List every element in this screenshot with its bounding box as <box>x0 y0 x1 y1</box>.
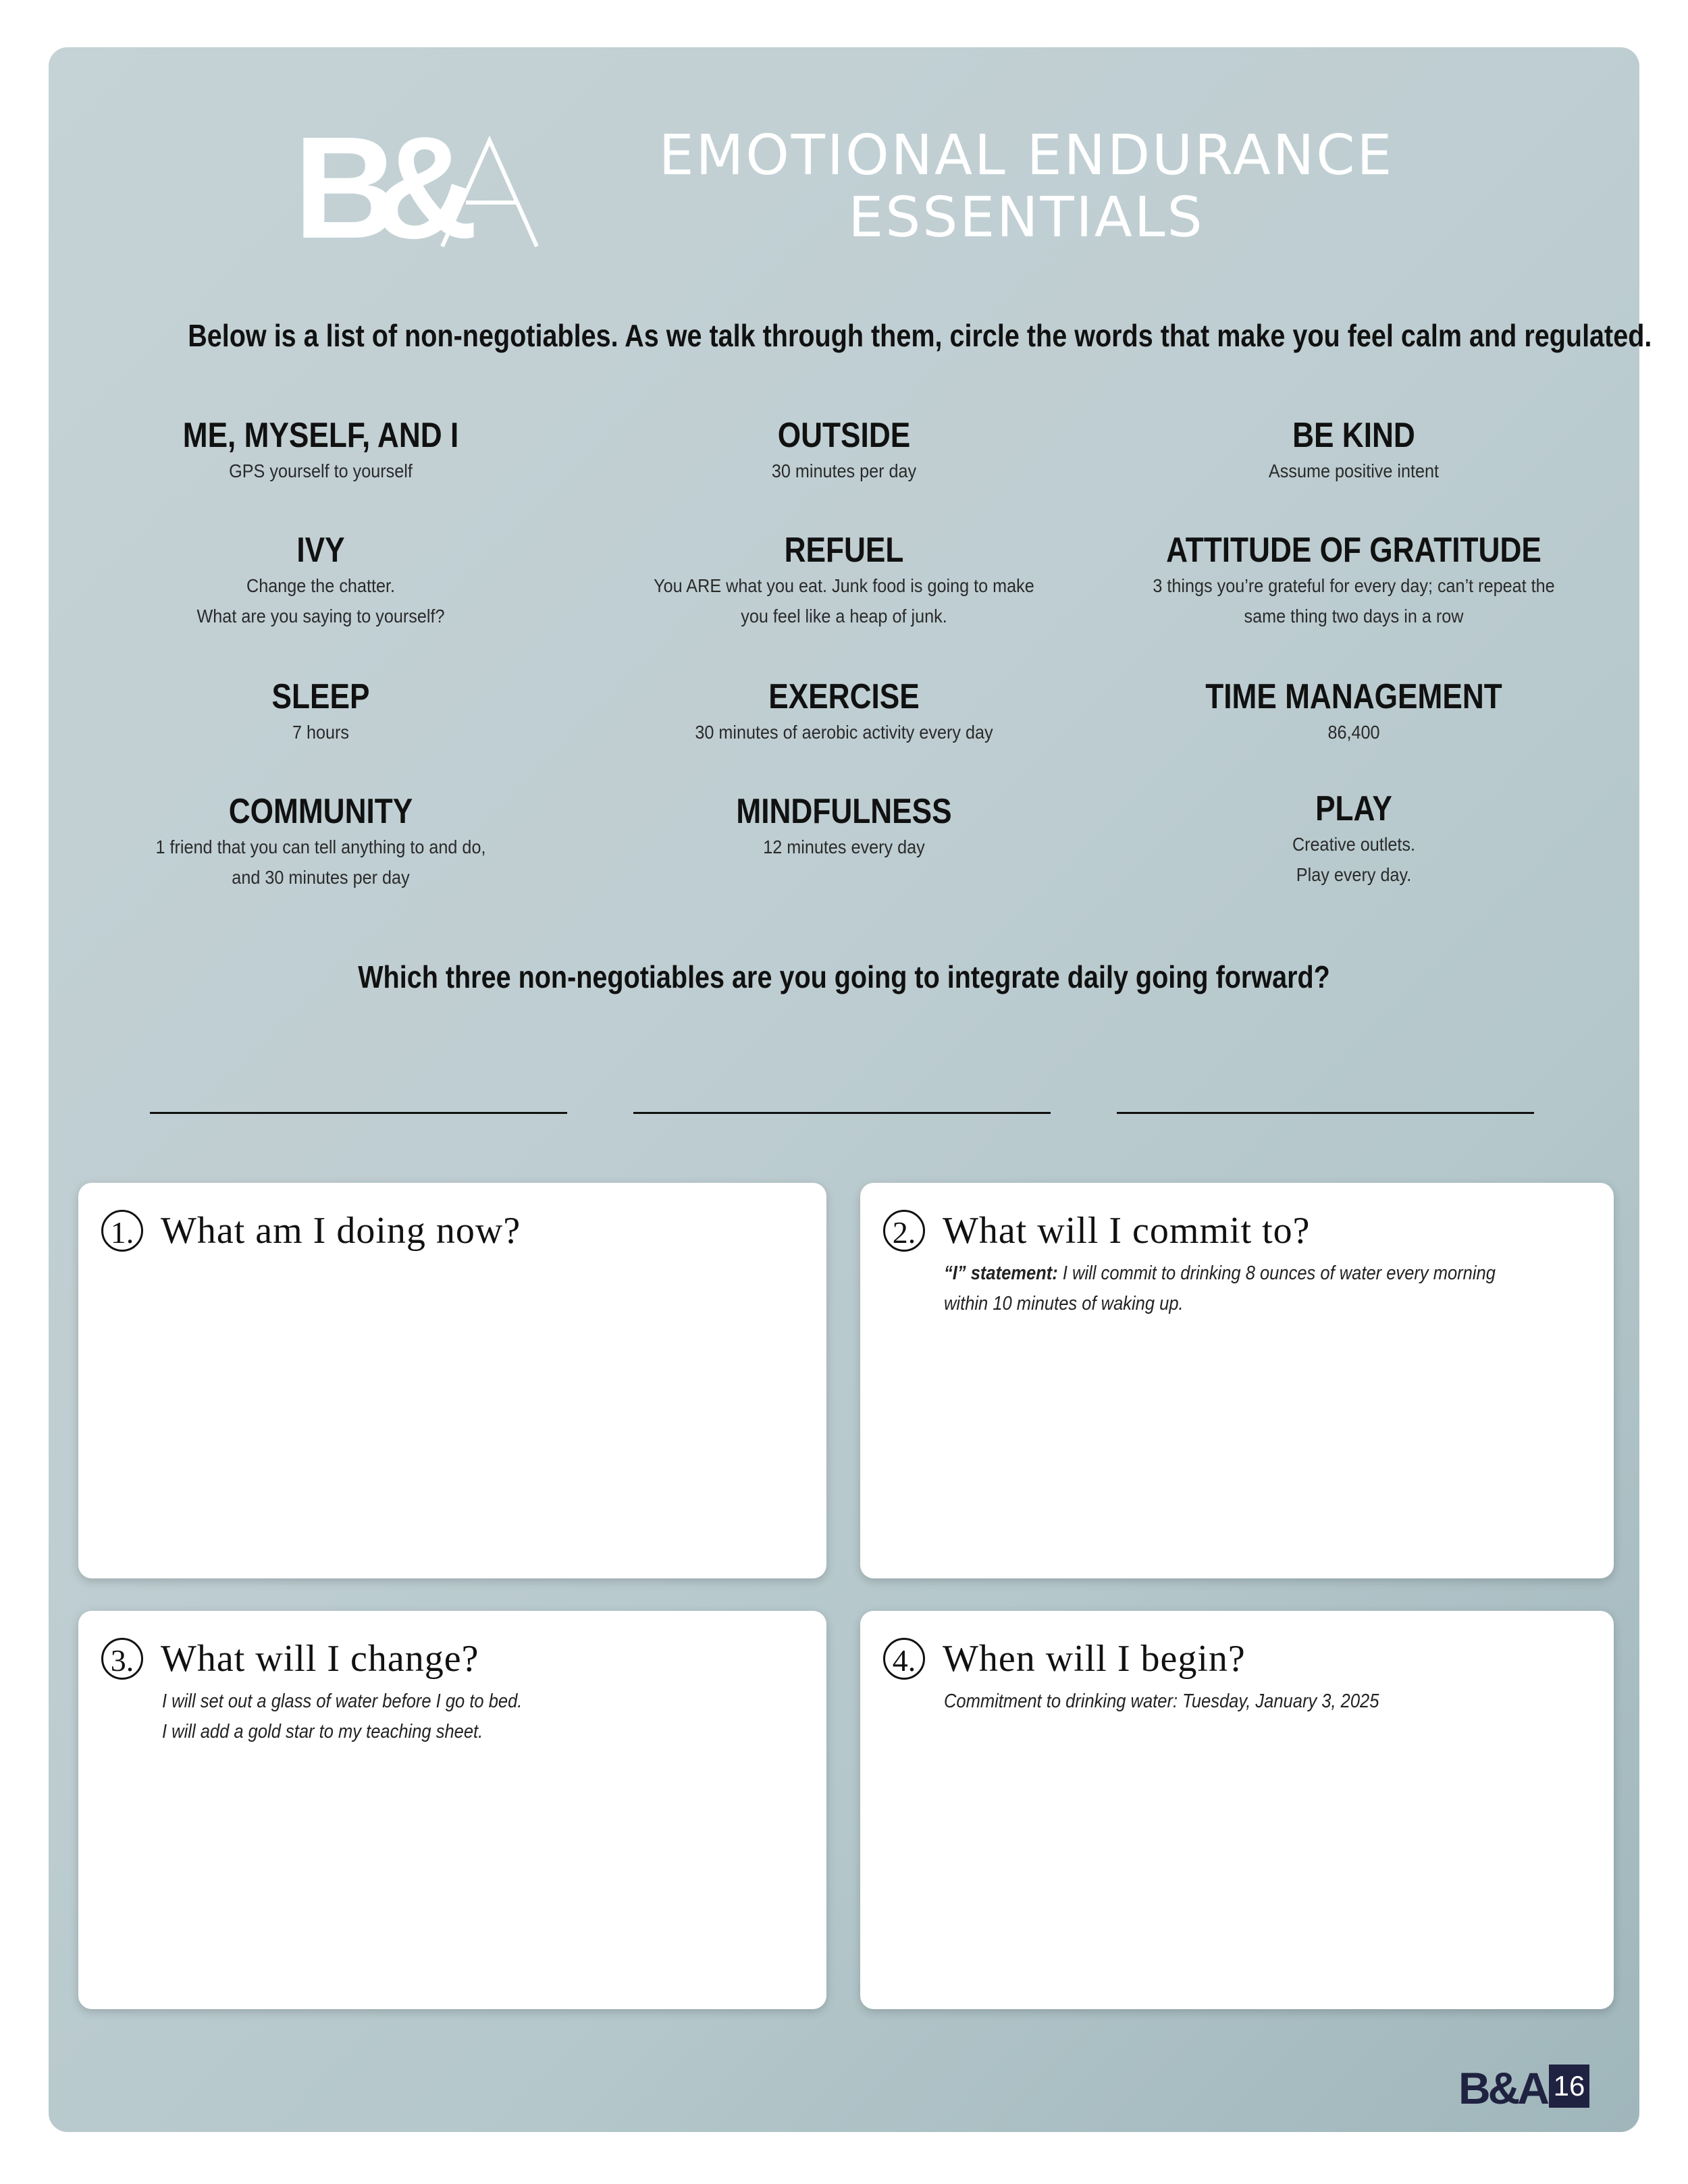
step-number-badge: 3. <box>101 1638 143 1680</box>
box-subtext <box>162 1686 522 1747</box>
footer-logo: B&A <box>1458 2063 1547 2113</box>
item-title: ATTITUDE OF GRATITUDE <box>1166 531 1541 570</box>
item-play[interactable] <box>1111 789 1597 890</box>
item-desc: Creative outlets. <box>1292 834 1416 855</box>
item-be-kind[interactable] <box>1111 415 1597 486</box>
item-title: COMMUNITY <box>228 792 413 831</box>
statement-text-line-2: within 10 minutes of waking up. <box>944 1293 1184 1314</box>
step-number-badge: 2. <box>883 1210 925 1252</box>
item-desc: 7 hours <box>292 722 350 743</box>
statement-label: “I” statement: <box>944 1262 1058 1284</box>
item-title: IVY <box>296 531 345 570</box>
item-title: REFUEL <box>784 531 904 570</box>
item-sleep[interactable] <box>78 676 564 747</box>
box-subtext <box>944 1258 1496 1319</box>
step-number-badge: 4. <box>883 1638 925 1680</box>
box-title: When will I begin? <box>943 1638 1246 1680</box>
box-title: What will I commit to? <box>943 1210 1311 1252</box>
item-desc: 30 minutes per day <box>771 460 917 481</box>
box-what-am-i-doing-now[interactable] <box>78 1183 826 1578</box>
item-title: EXERCISE <box>768 677 920 716</box>
item-mindfulness[interactable] <box>601 791 1087 862</box>
item-outside[interactable] <box>601 415 1087 486</box>
brand-logo <box>294 106 537 269</box>
item-time-management[interactable] <box>1111 676 1597 747</box>
answer-line-3[interactable] <box>1117 1112 1534 1114</box>
intro-text: Below is a list of non-negotiables. As we talk through them, circle the words that make you feel calm and regulated. <box>188 318 1652 353</box>
question-text: Which three non-negotiables are you going to integrate daily going forward? <box>358 959 1330 994</box>
item-title: SLEEP <box>271 677 370 716</box>
box-when-will-i-begin[interactable] <box>860 1611 1614 2009</box>
item-title: MINDFULNESS <box>736 792 952 831</box>
statement-text: I will commit to drinking 8 ounces of water every morning <box>1057 1262 1496 1284</box>
item-title: BE KIND <box>1292 416 1415 455</box>
item-desc: and 30 minutes per day <box>232 867 410 888</box>
box-title: What will I change? <box>161 1638 479 1680</box>
item-title: TIME MANAGEMENT <box>1205 677 1502 716</box>
logo-letter-a-icon <box>436 135 544 250</box>
title-line-2: ESSENTIALS <box>848 186 1205 250</box>
item-desc: Assume positive intent <box>1268 460 1440 481</box>
item-community[interactable] <box>78 791 564 893</box>
item-title: OUTSIDE <box>777 416 911 455</box>
change-line-2: I will add a gold star to my teaching sheet. <box>162 1721 483 1742</box>
box-title: What am I doing now? <box>161 1210 521 1252</box>
begin-line-1: Commitment to drinking water: Tuesday, January 3, 2025 <box>944 1690 1379 1712</box>
logo-letter-b: B <box>294 106 392 269</box>
title-line-1: EMOTIONAL ENDURANCE <box>658 124 1394 188</box>
item-desc: 3 things you’re grateful for every day; can’t repeat the <box>1153 575 1555 596</box>
item-attitude-of-gratitude[interactable] <box>1111 530 1597 631</box>
item-desc: Play every day. <box>1296 864 1412 885</box>
answer-line-2[interactable] <box>633 1112 1051 1114</box>
item-desc: Change the chatter. <box>246 575 395 596</box>
box-what-will-i-commit-to[interactable] <box>860 1183 1614 1578</box>
item-desc: GPS yourself to yourself <box>229 460 413 481</box>
box-what-will-i-change[interactable] <box>78 1611 826 2009</box>
item-refuel[interactable] <box>601 530 1087 631</box>
item-desc: 12 minutes every day <box>763 836 925 857</box>
item-desc: 30 minutes of aerobic activity every day <box>695 722 993 743</box>
step-number-badge: 1. <box>101 1210 143 1252</box>
item-desc: 86,400 <box>1327 722 1380 743</box>
change-line-1: I will set out a glass of water before I go to bed. <box>162 1690 523 1712</box>
logo-ampersand: & <box>373 106 479 269</box>
item-desc: What are you saying to yourself? <box>196 606 445 627</box>
item-desc: same thing two days in a row <box>1244 606 1464 627</box>
page-number: 16 <box>1549 2065 1589 2108</box>
page-title <box>608 125 1445 249</box>
box-subtext <box>944 1686 1379 1717</box>
item-desc: You ARE what you eat. Junk food is going to make <box>654 575 1034 596</box>
answer-line-1[interactable] <box>150 1112 567 1114</box>
item-title: PLAY <box>1315 789 1392 828</box>
item-desc: 1 friend that you can tell anything to and do, <box>155 836 486 857</box>
item-exercise[interactable] <box>601 676 1087 747</box>
item-title: ME, MYSELF, AND I <box>182 416 459 455</box>
item-ivy[interactable] <box>78 530 564 631</box>
item-desc: you feel like a heap of junk. <box>741 606 947 627</box>
item-me-myself-and-i[interactable] <box>78 415 564 486</box>
